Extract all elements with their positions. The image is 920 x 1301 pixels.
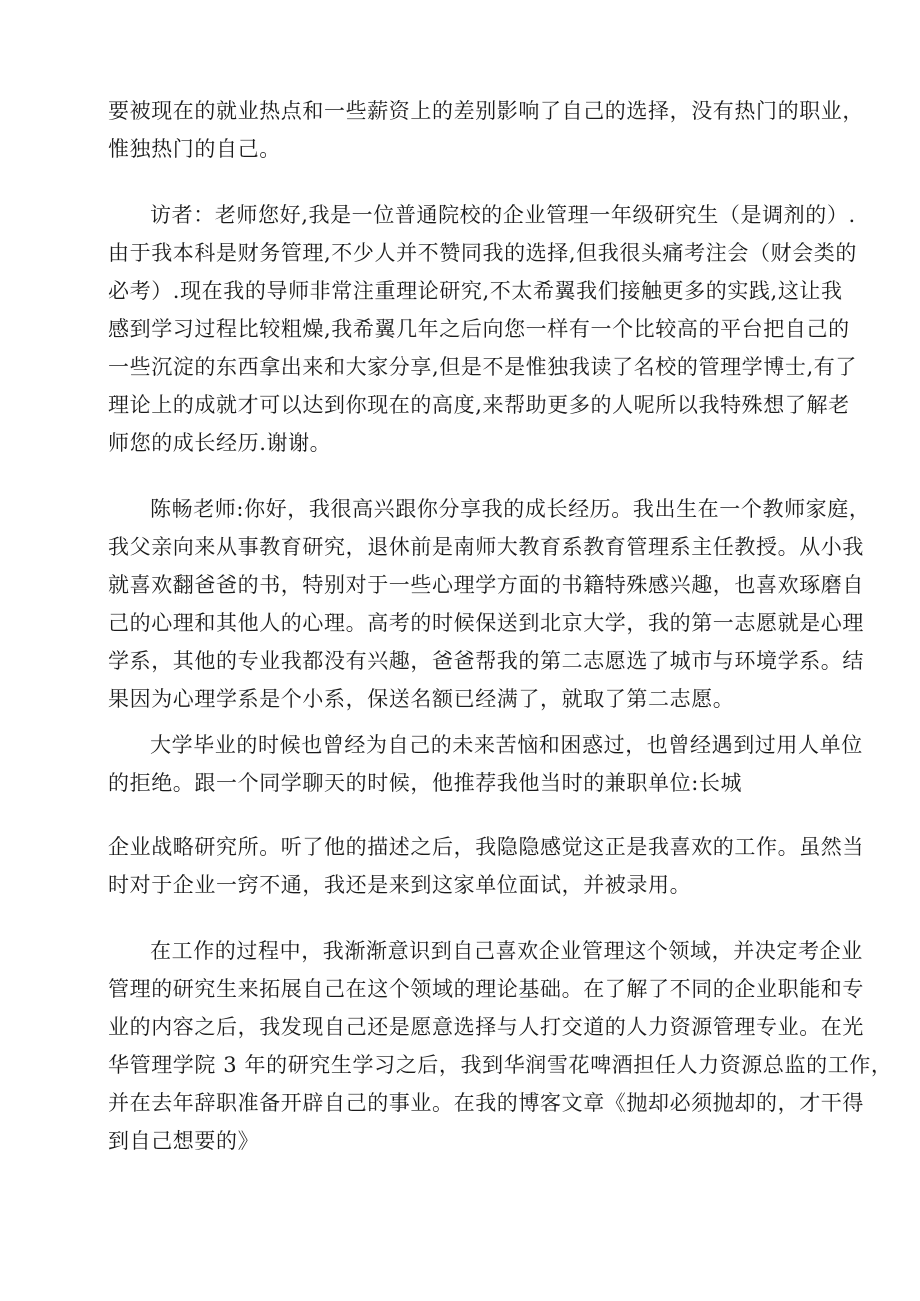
text-line: 要被现在的就业热点和一些薪资上的差别影响了自己的选择，没有热门的职业， (108, 99, 864, 123)
text-line: 学系，其他的专业我都没有兴趣，爸爸帮我的第二志愿选了城市与环境学系。结 (108, 649, 864, 673)
text-line: 在工作的过程中，我渐渐意识到自己喜欢企业管理这个领域，并决定考企业 (150, 939, 863, 963)
document-page (108, 92, 893, 1160)
text-line: 管理的研究生来拓展自己在这个领域的理论基础。在了解了不同的企业职能和专 (108, 977, 864, 1001)
text-line: 访者：老师您好,我是一位普通院校的企业管理一年级研究生（是调剂的）. (150, 203, 856, 227)
text-line: 必考）.现在我的导师非常注重理论研究,不太希翼我们接触更多的实践,这让我 (108, 279, 843, 303)
text-line: 企业战略研究所。听了他的描述之后，我隐隐感觉这正是我喜欢的工作。虽然当 (108, 835, 864, 859)
text-line: 感到学习过程比较粗燥,我希翼几年之后向您一样有一个比较高的平台把自己的 (108, 317, 850, 341)
text-line: 陈畅老师:你好，我很高兴跟你分享我的成长经历。我出生在一个教师家庭， (150, 497, 871, 521)
text-line: 己的心理和其他人的心理。高考的时候保送到北京大学，我的第一志愿就是心理 (108, 611, 864, 635)
paragraph-intro (108, 92, 864, 168)
text-line: 业的内容之后，我发现自己还是愿意选择与人打交道的人力资源管理专业。在光 (108, 1015, 864, 1039)
text-line: 师您的成长经历.谢谢。 (108, 431, 332, 455)
paragraph-teacher-answer (108, 490, 871, 718)
text-line: 由于我本科是财务管理,不少人并不赞同我的选择,但我很头痛考注会（财会类的 (108, 241, 857, 265)
text-line: 并在去年辞职准备开辟自己的事业。在我的博客文章《抛却必须抛却的，才干得 (108, 1091, 864, 1115)
text-line: 就喜欢翻爸爸的书，特别对于一些心理学方面的书籍特殊感兴趣，也喜欢琢磨自 (108, 573, 864, 597)
text-line: 华管理学院 3 年的研究生学习之后，我到华润雪花啤酒担任人力资源总监的工作， (108, 1053, 893, 1077)
paragraph-first-job (108, 828, 864, 904)
paragraph-graduation (108, 726, 863, 802)
text-line: 一些沉淀的东西拿出来和大家分享,但是不是惟独我读了名校的管理学博士,有了 (108, 355, 857, 379)
paragraph-visitor-question (108, 196, 857, 462)
text-line: 惟独热门的自己。 (108, 137, 281, 161)
paragraph-career (108, 932, 893, 1160)
text-line: 到自己想要的》 (108, 1129, 260, 1153)
text-line: 理论上的成就才可以达到你现在的高度,来帮助更多的人呢所以我特殊想了解老 (108, 393, 850, 417)
text-line: 我父亲向来从事教育研究，退休前是南师大教育系教育管理系主任教授。从小我 (108, 535, 864, 559)
text-line: 果因为心理学系是个小系，保送名额已经满了，就取了第二志愿。 (108, 687, 735, 711)
text-line: 时对于企业一窍不通，我还是来到这家单位面试，并被录用。 (108, 873, 692, 897)
text-line: 的拒绝。跟一个同学聊天的时候，他推荐我他当时的兼职单位:长城 (108, 771, 743, 795)
text-line: 大学毕业的时候也曾经为自己的未来苦恼和困惑过，也曾经遇到过用人单位 (150, 733, 863, 757)
